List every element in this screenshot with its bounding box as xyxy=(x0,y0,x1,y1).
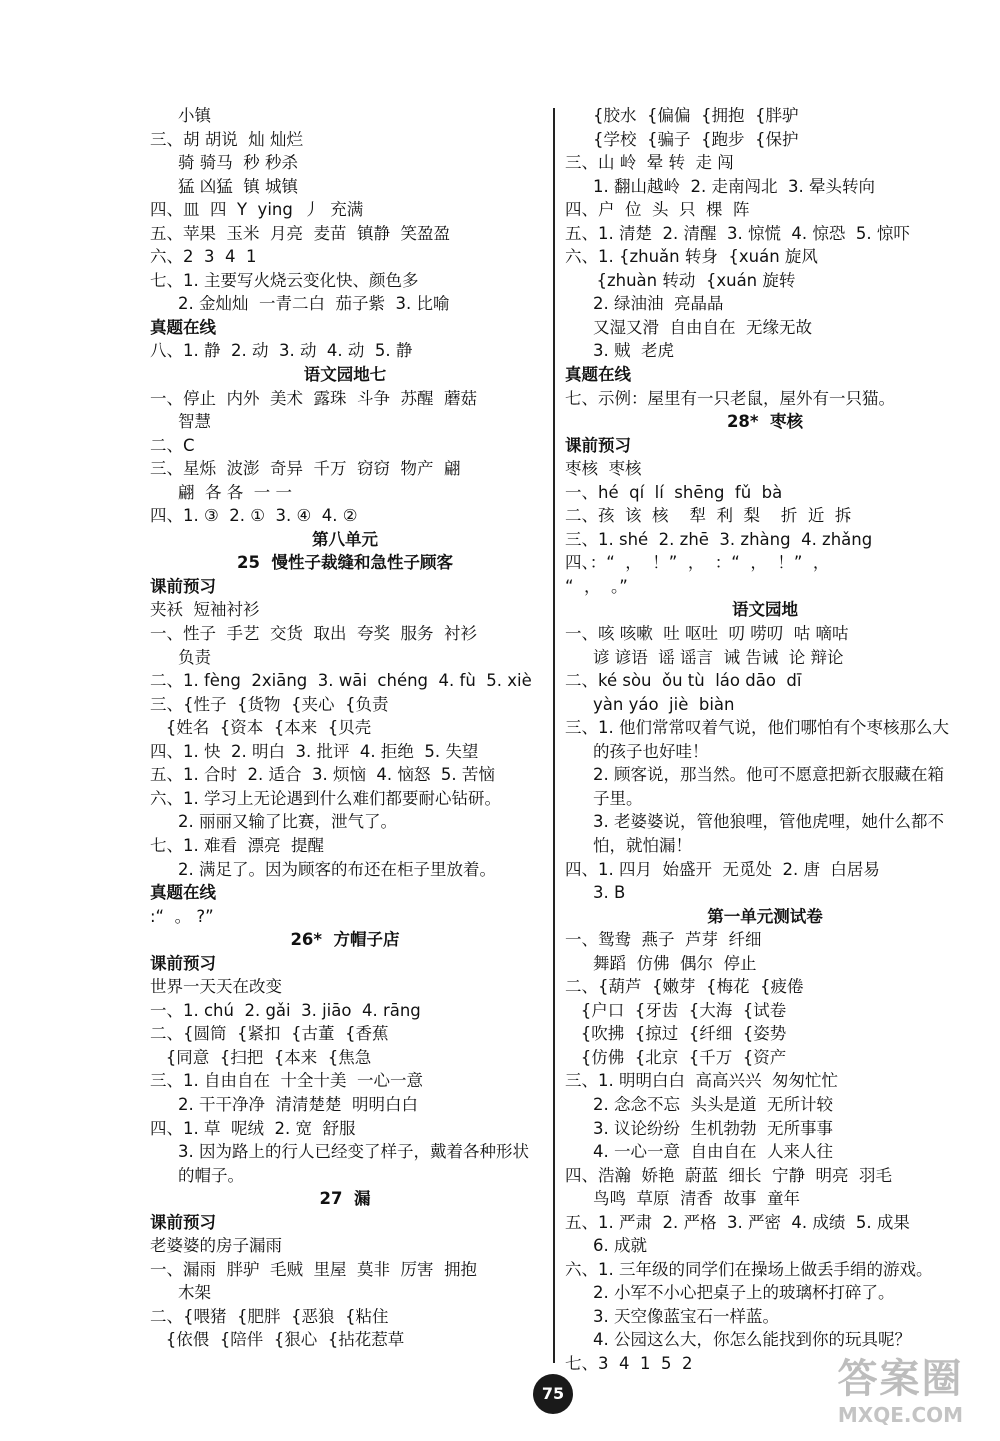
answer-line: 2. 丽丽又输了比赛，泄气了。 xyxy=(178,812,397,832)
answer-line: 二、1. fèng 2xiāng 3. wāi chéng 4. fù 5. xiè xyxy=(150,671,532,691)
answer-line: 2. 顾客说，那当然。他可不愿意把新衣服藏在箱 xyxy=(593,765,944,785)
subsection-label: 真题在线 xyxy=(565,365,631,385)
answer-line: “ ， 。” xyxy=(565,576,628,596)
section-heading: 28* 枣核 xyxy=(726,412,804,432)
answer-line: 二、{葫芦 {嫩芽 {梅花 {疲倦 xyxy=(565,977,804,997)
answer-line: 二、ké sòu ǒu tù láo dāo dī xyxy=(565,671,802,691)
answer-line: 二、{喂猪 {肥胖 {恶狼 {粘住 xyxy=(150,1306,389,1326)
answer-line: 翩 各 各 一 一 xyxy=(178,482,292,502)
answer-line: 谚 谚语 谣 谣言 诫 告诫 论 辩论 xyxy=(593,647,844,667)
answer-line: 1. 翻山越岭 2. 走南闯北 3. 晕头转向 xyxy=(593,176,875,196)
answer-line: 五、1. 合时 2. 适合 3. 烦恼 4. 恼怒 5. 苦恼 xyxy=(150,765,495,785)
answer-line: 一、1. chú 2. gǎi 3. jiāo 4. rāng xyxy=(150,1000,421,1020)
right-column xyxy=(565,104,965,1376)
section-heading: 25 慢性子裁缝和急性子顾客 xyxy=(237,553,453,573)
answer-line: 世界一天天在改变 xyxy=(150,977,282,997)
answer-line: 2. 小军不小心把桌子上的玻璃杯打碎了。 xyxy=(593,1283,895,1303)
answer-line: 2. 绿油油 亮晶晶 xyxy=(593,294,724,314)
answer-line: 四、：“ ， ！” ， ：“ ， ！” ， xyxy=(565,553,830,573)
answer-line: 3. 天空像蓝宝石一样蓝。 xyxy=(593,1306,779,1326)
answer-line: 3. 贼 老虎 xyxy=(593,341,674,361)
watermark xyxy=(813,1355,988,1435)
answer-line: 六、2 3 4 1 xyxy=(150,247,257,267)
answer-line: 的帽子。 xyxy=(178,1165,244,1185)
answer-line: 3. 议论纷纷 生机勃勃 无所事事 xyxy=(593,1118,833,1138)
section-heading: 第八单元 xyxy=(312,529,378,549)
answer-line: 三、1. 他们常常叹着气说，他们哪怕有个枣核那么大 xyxy=(565,718,949,738)
answer-line: 七、示例：屋里有一只老鼠，屋外有一只猫。 xyxy=(565,388,895,408)
answer-line: 一、停止 内外 美术 露珠 斗争 苏醒 蘑菇 xyxy=(150,388,477,408)
answer-line: 五、1. 清楚 2. 清醒 3. 惊慌 4. 惊恐 5. 惊吓 xyxy=(565,223,910,243)
answer-line: 三、{性子 {货物 {夹心 {负责 xyxy=(150,694,389,714)
answer-line: 二、C xyxy=(150,435,195,455)
answer-line: 老婆婆的房子漏雨 xyxy=(150,1236,282,1256)
answer-line: 一、咳 咳嗽 吐 呕吐 叨 唠叨 咕 嘀咕 xyxy=(565,624,849,644)
answer-line: {学校 {骗子 {跑步 {保护 xyxy=(593,129,799,149)
answer-line: 怕，就怕漏！ xyxy=(593,835,692,855)
answer-line: 三、山 岭 晕 转 走 闯 xyxy=(565,153,734,173)
answer-line: 2. 金灿灿 一青二白 茄子紫 3. 比喻 xyxy=(178,294,450,314)
answer-line: 鸟鸣 草原 清香 故事 童年 xyxy=(593,1189,800,1209)
answer-line: 三、1. 自由自在 十全十美 一心一意 xyxy=(150,1071,423,1091)
subsection-label: 课前预习 xyxy=(150,1212,216,1232)
answer-line: 四、户 位 头 只 棵 阵 xyxy=(565,200,750,220)
section-heading: 语文园地七 xyxy=(303,365,387,385)
answer-line: 又湿又滑 自由自在 无缘无故 xyxy=(593,317,812,337)
section-heading: 27 漏 xyxy=(319,1189,371,1209)
answer-line: 四、1. 四月 始盛开 无觅处 2. 唐 白居易 xyxy=(565,859,880,879)
answer-line: 猛 凶猛 镇 城镇 xyxy=(178,176,298,196)
answer-line: 三、星烁 波澎 奇异 千万 窃窃 物产 翩 xyxy=(150,459,461,479)
subsection-label: 真题在线 xyxy=(150,883,216,903)
answer-line: 四、浩瀚 娇艳 蔚蓝 细长 宁静 明亮 羽毛 xyxy=(565,1165,892,1185)
answer-line: 夹袄 短袖衬衫 xyxy=(150,600,260,620)
subsection-label: 课前预习 xyxy=(150,953,216,973)
answer-line: 3. B xyxy=(593,883,626,903)
answer-line: 一、性子 手艺 交货 取出 夸奖 服务 衬衫 xyxy=(150,624,477,644)
answer-line: 七、1. 难看 漂亮 提醒 xyxy=(150,835,324,855)
answer-line: 六、1. 三年级的同学们在操场上做丢手绢的游戏。 xyxy=(565,1259,933,1279)
left-column xyxy=(150,104,540,1352)
answer-line: 五、苹果 玉米 月亮 麦苗 镇静 笑盈盈 xyxy=(150,223,450,243)
page-number: 75 xyxy=(533,1374,573,1414)
answer-line: 四、1. 快 2. 明白 3. 批评 4. 拒绝 5. 失望 xyxy=(150,741,479,761)
answer-line: 一、漏雨 胖驴 毛贼 里屋 莫非 厉害 拥抱 xyxy=(150,1259,477,1279)
answer-line: 3. 老婆婆说，管他狼哩，管他虎哩，她什么都不 xyxy=(593,812,944,832)
answer-line: {依偎 {陪伴 {狠心 {拈花惹草 xyxy=(150,1330,405,1350)
answer-line: 六、1. 学习上无论遇到什么难们都要耐心钻研。 xyxy=(150,788,501,808)
answer-line: 一、hé qí lí shēng fǔ bà xyxy=(565,482,783,502)
answer-line: 智慧 xyxy=(178,412,211,432)
answer-line: 四、1. 草 呢绒 2. 宽 舒服 xyxy=(150,1118,356,1138)
section-heading: 语文园地 xyxy=(732,600,798,620)
subsection-label: 课前预习 xyxy=(565,435,631,455)
answer-line: 2. 干干净净 清清楚楚 明明白白 xyxy=(178,1094,418,1114)
answer-line: 枣核 枣核 xyxy=(565,459,642,479)
answer-line: 七、1. 主要写火烧云变化快、颜色多 xyxy=(150,270,419,290)
answer-line: 三、胡 胡说 灿 灿烂 xyxy=(150,129,303,149)
answer-line: 骑 骑马 秒 秒杀 xyxy=(178,153,298,173)
section-heading: 第一单元测试卷 xyxy=(707,906,823,926)
watermark-logo: 答案圈 xyxy=(837,1356,964,1402)
answer-line: 的孩子也好哇！ xyxy=(593,741,709,761)
answer-line: 木架 xyxy=(178,1283,211,1303)
subsection-label: 课前预习 xyxy=(150,576,216,596)
answer-line: 4. 公园这么大，你怎么能找到你的玩具呢？ xyxy=(593,1330,911,1350)
answer-line: {仿佛 {北京 {千万 {资产 xyxy=(565,1047,787,1067)
answer-line: 6. 成就 xyxy=(593,1236,647,1256)
answer-line: {姓名 {资本 {本来 {贝壳 xyxy=(150,718,372,738)
subsection-label: 真题在线 xyxy=(150,317,216,337)
answer-line: yàn yáo jiè biàn xyxy=(593,694,735,714)
answer-line: 二、孩 该 核 犁 利 梨 折 近 拆 xyxy=(565,506,852,526)
answer-line: 三、1. 明明白白 高高兴兴 匆匆忙忙 xyxy=(565,1071,838,1091)
answer-line: 八、1. 静 2. 动 3. 动 4. 动 5. 静 xyxy=(150,341,413,361)
column-divider xyxy=(553,108,555,1363)
answer-line: 四、皿 四 Y ying 丿 充满 xyxy=(150,200,364,220)
answer-line: 3. 因为路上的行人已经变了样子，戴着各种形状 xyxy=(178,1142,529,1162)
answer-line: 负责 xyxy=(178,647,211,667)
answer-line: 舞蹈 仿佛 偶尔 停止 xyxy=(593,953,757,973)
answer-line: {吹拂 {掠过 {纤细 {姿势 xyxy=(565,1024,787,1044)
answer-line: {zhuàn 转动 {xuán 旋转 xyxy=(565,270,796,290)
answer-line: 子里。 xyxy=(593,788,643,808)
answer-line: 4. 一心一意 自由自在 人来人往 xyxy=(593,1142,833,1162)
answer-line: 七、3 4 1 5 2 xyxy=(565,1353,693,1373)
section-heading: 26* 方帽子店 xyxy=(290,930,400,950)
answer-line: 小镇 xyxy=(178,106,211,125)
answer-line: 2. 满足了。因为顾客的布还在柜子里放着。 xyxy=(178,859,496,879)
watermark-site: MXQE.COM xyxy=(837,1403,964,1427)
answer-line: 三、1. shé 2. zhē 3. zhàng 4. zhǎng xyxy=(565,529,873,549)
answer-line: {同意 {扫把 {本来 {焦急 xyxy=(150,1047,372,1067)
answer-line: :“ 。 ?” xyxy=(150,906,214,926)
answer-line: {户口 {牙齿 {大海 {试卷 xyxy=(565,1000,787,1020)
answer-line: 六、1. {zhuǎn 转身 {xuán 旋风 xyxy=(565,247,818,267)
answer-line: {胶水 {偏偏 {拥抱 {胖驴 xyxy=(593,106,799,125)
answer-line: 四、1. ③ 2. ① 3. ④ 4. ② xyxy=(150,506,358,526)
answer-line: 五、1. 严肃 2. 严格 3. 严密 4. 成绩 5. 成果 xyxy=(565,1212,910,1232)
answer-line: 二、{圆筒 {紧扣 {古董 {香蕉 xyxy=(150,1024,389,1044)
answer-line: 一、鸳鸯 燕子 芦芽 纤细 xyxy=(565,930,762,950)
answer-line: 2. 念念不忘 头头是道 无所计较 xyxy=(593,1094,833,1114)
